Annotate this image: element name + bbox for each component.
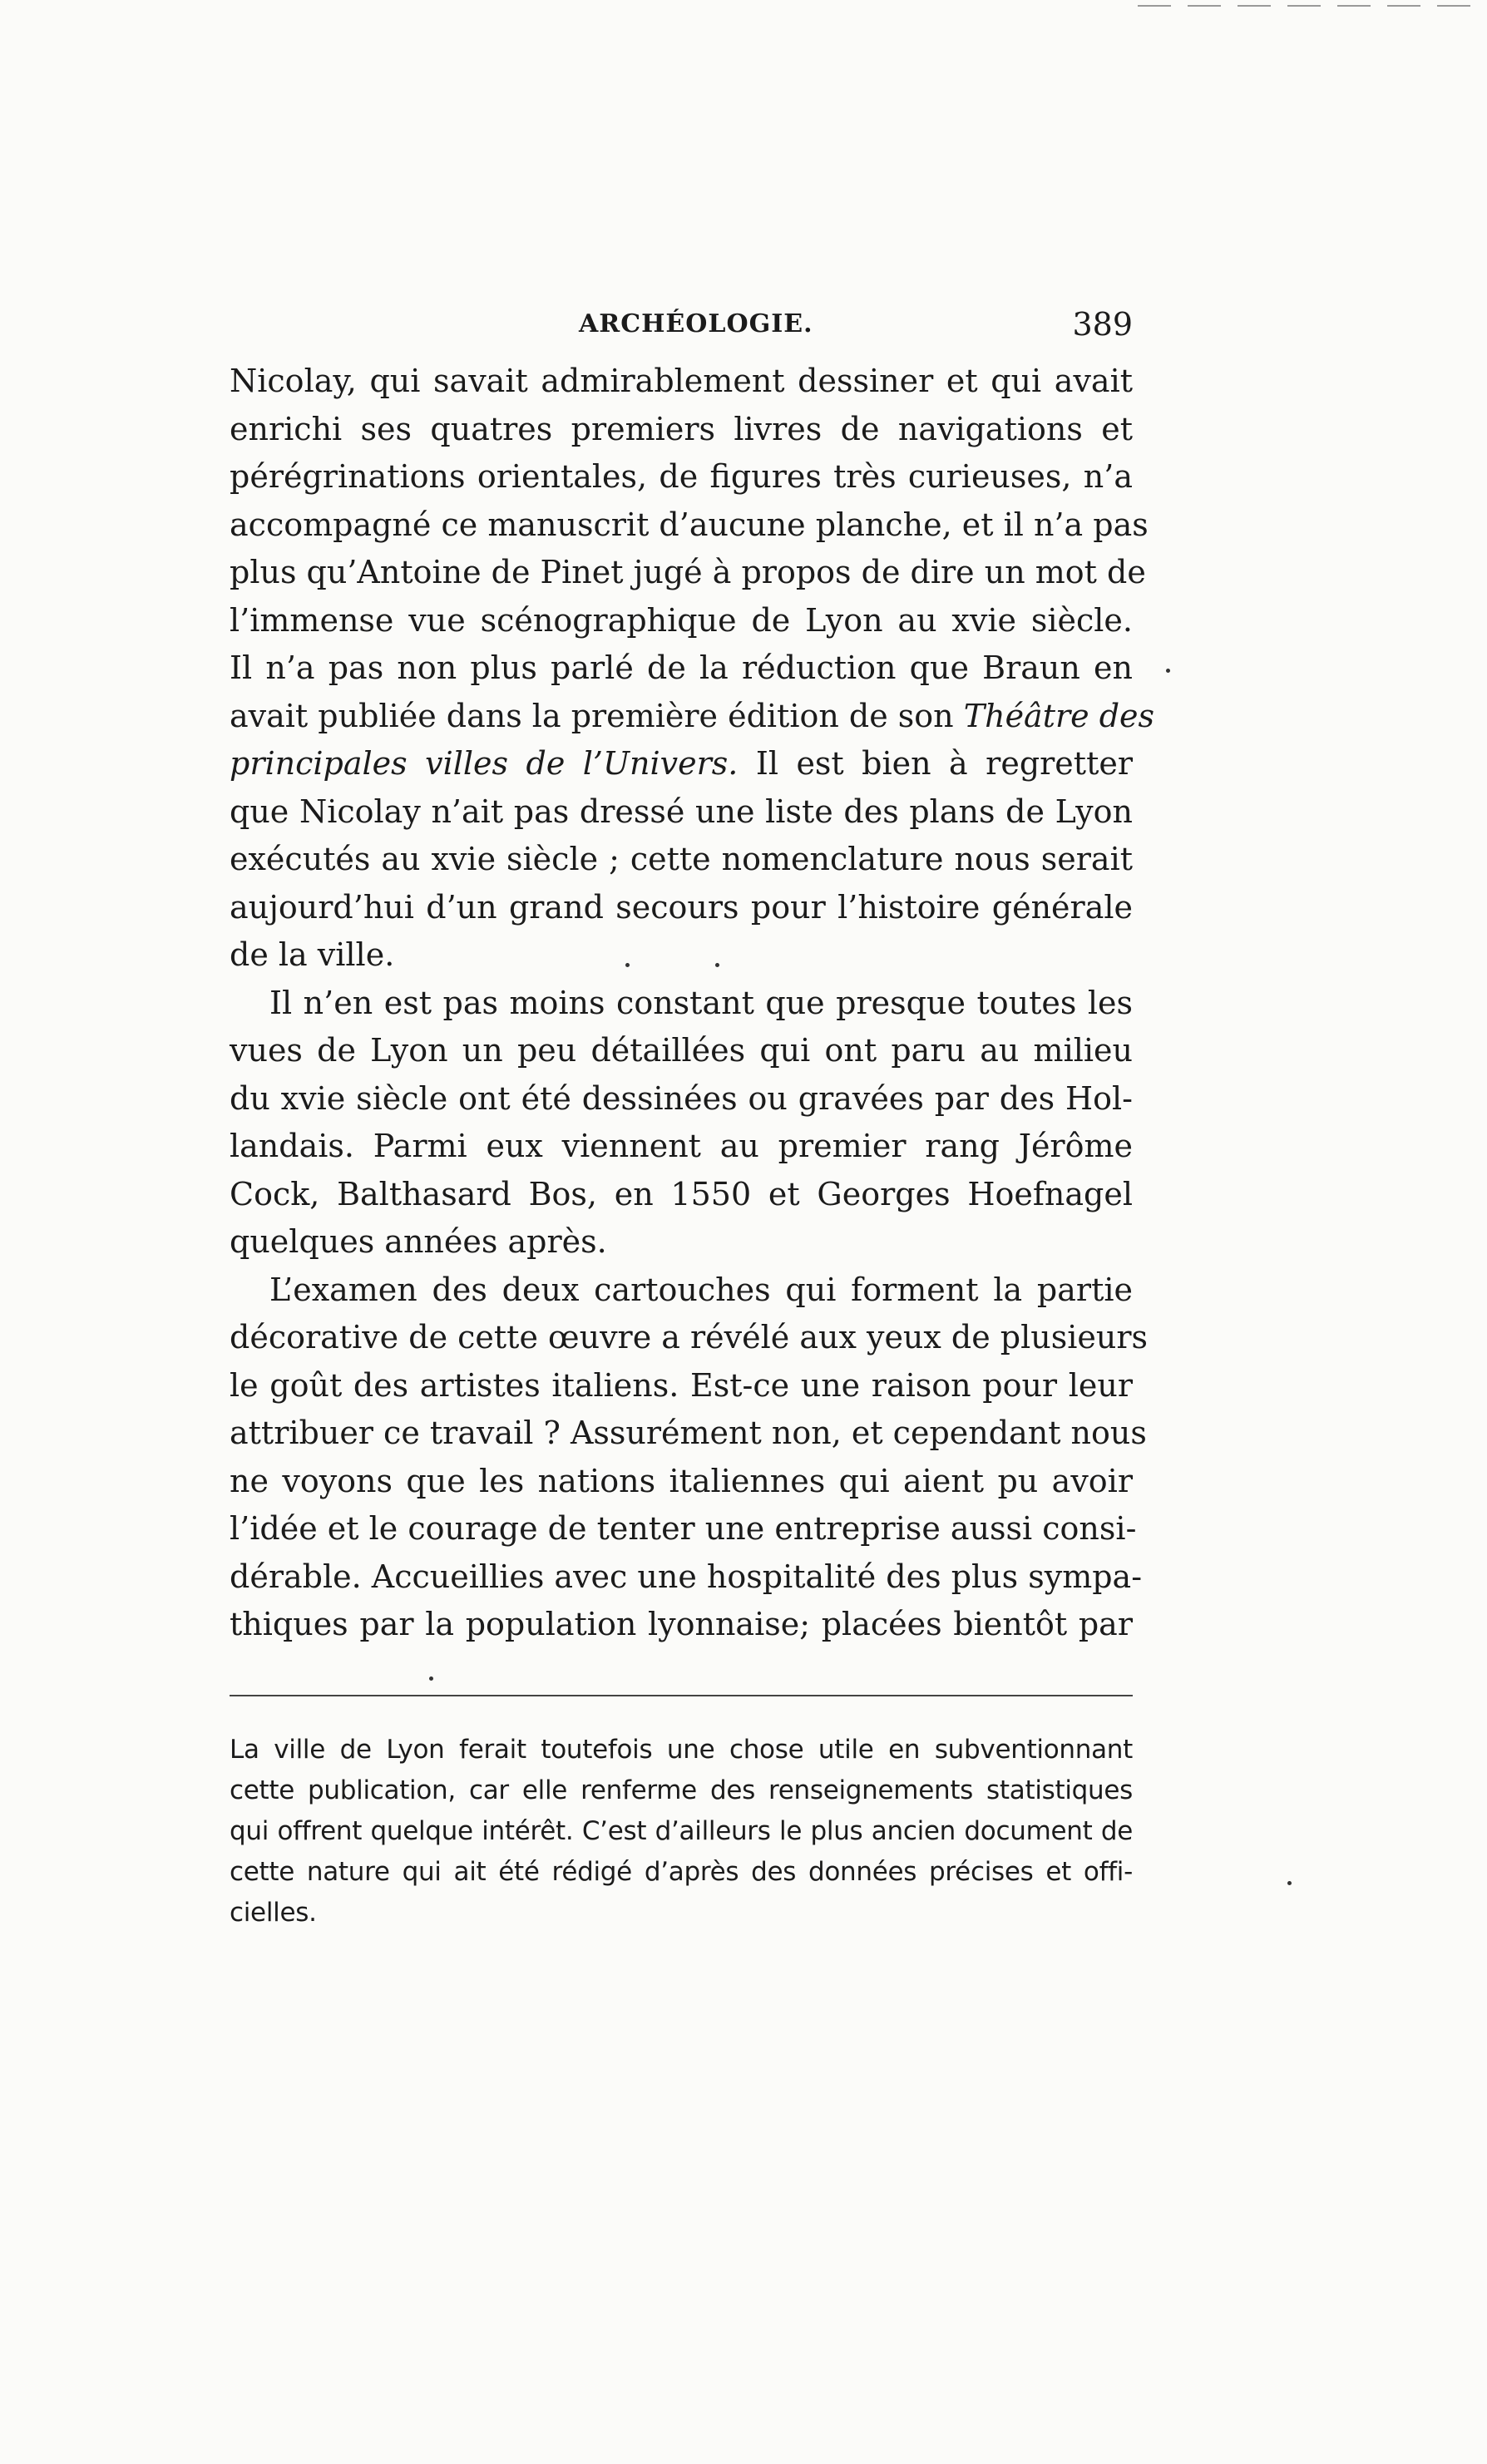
- text-line: accompagné ce manuscrit d’aucune planche, et il n’a pas: [230, 506, 1149, 543]
- footnote-line: cielles.: [230, 1898, 317, 1928]
- text-line: dérable. Accueillies avec une hospitalité des plus sympa-: [230, 1558, 1143, 1595]
- text-line: aujourd’hui d’un grand secours pour l’histoire générale: [230, 888, 1133, 926]
- running-title: ARCHÉOLOGIE.: [579, 309, 813, 338]
- footnote: [230, 1730, 1133, 1933]
- text-line: enrichi ses quatres premiers livres de navigations et: [230, 410, 1133, 447]
- text-line: Il n’en est pas moins constant que presque toutes les: [269, 984, 1133, 1021]
- text-line: que Nicolay n’ait pas dressé une liste des plans de Lyon: [230, 793, 1133, 830]
- footnote-line: qui offrent quelque intérêt. C’est d’ailleurs le plus ancien document de: [230, 1816, 1133, 1846]
- text-line: Cock, Balthasard Bos, en 1550 et Georges Hoefnagel: [230, 1175, 1133, 1212]
- text-line: plus qu’Antoine de Pinet jugé à propos de dire un mot de: [230, 554, 1146, 590]
- text-line: landais. Parmi eux viennent au premier rang Jérôme: [230, 1128, 1133, 1164]
- ink-speck: [1166, 669, 1170, 673]
- text-line: décorative de cette œuvre a révélé aux yeux de plusieurs: [230, 1319, 1149, 1355]
- text-line: L’examen des deux cartouches qui forment la partie: [269, 1271, 1133, 1308]
- text-segment: Il est bien à regretter: [755, 745, 1133, 782]
- text-line: de la ville.: [230, 936, 395, 973]
- text-line: [230, 740, 1133, 788]
- ink-speck: [625, 963, 630, 967]
- text-line: Nicolay, qui savait admirablement dessiner et qui avait: [230, 363, 1133, 399]
- text-line: le goût des artistes italiens. Est-ce une raison pour leur: [230, 1366, 1133, 1404]
- text-line: Il n’a pas non plus parlé de la réduction que Braun en: [230, 649, 1133, 686]
- footnote-line: La ville de Lyon ferait toutefois une chose utile en subventionnant: [230, 1735, 1133, 1765]
- text-line: attribuer ce travail ? Assurément non, et cependant nous: [230, 1415, 1147, 1451]
- text-line: du xvie siècle ont été dessinées ou gravées par des Hol-: [230, 1079, 1133, 1117]
- text-line: vues de Lyon un peu détaillées qui ont paru au milieu: [230, 1032, 1133, 1069]
- text-line: thiques par la population lyonnaise; placées bientôt par: [230, 1606, 1133, 1642]
- text-line: [230, 693, 1155, 741]
- text-segment: avait publiée dans la première édition de son: [230, 697, 954, 734]
- text-line: pérégrinations orientales, de figures très curieuses, n’a: [230, 458, 1133, 495]
- text-line: exécutés au xvie siècle ; cette nomenclature nous serait: [230, 841, 1133, 877]
- ink-speck: [715, 963, 719, 967]
- page-number: 389: [1072, 306, 1133, 343]
- text-line: l’immense vue scénographique de Lyon au xvie siècle.: [230, 601, 1133, 639]
- ink-speck: [1287, 1881, 1292, 1885]
- page-edge-mark: [1138, 5, 1487, 7]
- page-header: [230, 306, 1133, 348]
- footnote-line: cette nature qui ait été rédigé d’après des données précises et offi-: [230, 1857, 1133, 1887]
- main-text: [230, 358, 1155, 1649]
- text-line: quelques années après.: [230, 1223, 607, 1260]
- text-line: ne voyons que les nations italiennes qui aient pu avoir: [230, 1462, 1133, 1499]
- footnote-line: cette publication, car elle renferme des renseignements statistiques: [230, 1775, 1133, 1805]
- text-line: l’idée et le courage de tenter une entreprise aussi consi-: [230, 1510, 1137, 1547]
- footnote-rule: [230, 1695, 1133, 1696]
- ink-speck: [429, 1676, 433, 1681]
- italic-title: Théâtre des: [963, 697, 1155, 734]
- italic-title: principales villes de l’Univers.: [230, 745, 739, 782]
